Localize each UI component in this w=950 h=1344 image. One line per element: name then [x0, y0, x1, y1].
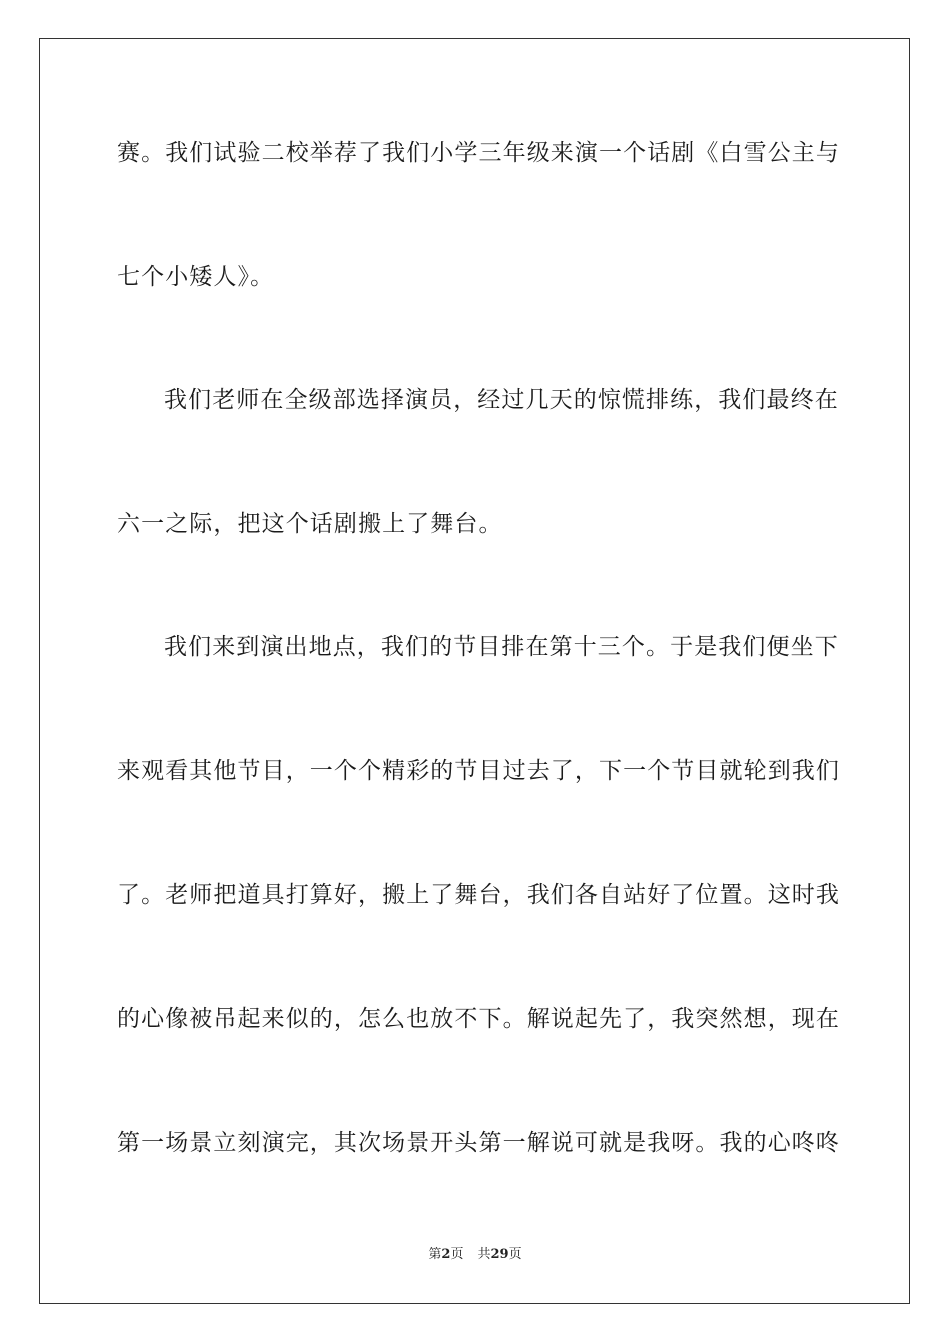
text-line: 来观看其他节目，一个个精彩的节目过去了，下一个节目就轮到我们: [117, 758, 840, 784]
page-border: [39, 38, 910, 1304]
paragraph-first-line: 我们老师在全级部选择演员，经过几天的惊慌排练，我们最终在: [164, 387, 839, 413]
total-pages: 29: [490, 1247, 509, 1262]
text-line: 第一场景立刻演完，其次场景开头第一解说可就是我呀。我的心咚咚: [117, 1130, 840, 1156]
total-prefix: 共: [477, 1247, 491, 1262]
page-number: 2: [441, 1247, 451, 1262]
text-line: 七个小矮人》。: [117, 264, 275, 290]
page-footer: [0, 1246, 950, 1264]
text-line: 赛。我们试验二校举荐了我们小学三年级来演一个话剧《白雪公主与: [117, 140, 840, 166]
total-suffix: 页: [508, 1247, 522, 1262]
text-line: 六一之际，把这个话剧搬上了舞台。: [117, 511, 503, 537]
text-line: 了。老师把道具打算好，搬上了舞台，我们各自站好了位置。这时我: [117, 882, 840, 908]
paragraph-first-line: 我们来到演出地点，我们的节目排在第十三个。于是我们便坐下: [164, 634, 839, 660]
page-suffix: 页: [450, 1247, 464, 1262]
page-prefix: 第: [428, 1247, 442, 1262]
text-line: 的心像被吊起来似的，怎么也放不下。解说起先了，我突然想，现在: [117, 1006, 840, 1032]
